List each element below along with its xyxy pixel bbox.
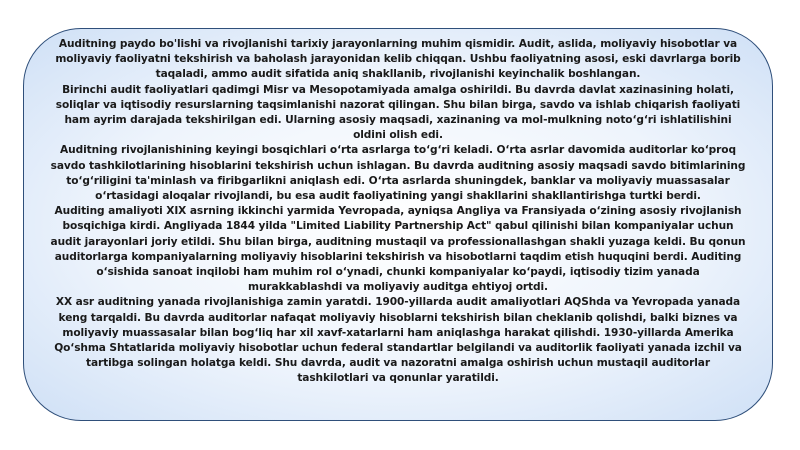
paragraph-middle-ages: Auditning rivojlanishining keyingi bosqichlari o‘rta asrlarga to‘g‘ri keladi. O‘rta asrlar davomida auditorlar ko‘proq savdo tashkilotlarining hisoblarini tekshirish uchun ishlagan. Bu davrda auditning asosiy maqsadi savdo bitimlarining to‘g‘riligini ta'minlash va firibgarlikni aniqlash edi. O‘rta asrlarda shuningdek, banklar va moliyaviy muassasalar o‘rtasidagi aloqalar rivojlandi, bu esa audit faoliyatining yangi shakllarini shakllantirishga turtki berdi. [50, 144, 746, 203]
paragraph-ancient: Birinchi audit faoliyatlari qadimgi Misr va Mesopotamiyada amalga oshirildi. Bu davrda davlat xazinasining holati, soliqlar va iqtisodiy resurslarning taqsimlanishi nazorat qilingan. Shu bilan birga, savdo va ishlab chiqarish faoliyati ham ayrim darajada tekshirilgan edi. Ularning asosiy maqsadi, xazinaning va mol-mulkning noto‘g‘ri ishlatilishini oldini olish edi. [55, 83, 741, 142]
text-card [23, 28, 773, 421]
paragraph-twentieth-century: XX asr auditning yanada rivojlanishiga zamin yaratdi. 1900-yillarda audit amaliyotlari AQShda va Yevropada yanada keng tarqaldi. Bu davrda auditorlar nafaqat moliyaviy hisoblarni tekshirish bilan cheklanib qolishdi, balki biznes va moliyaviy muassasalar bilan bog‘liq har xil xavf-xatarlarni ham aniqlashga harakat qilishdi. 1930-yillarda Amerika Qo‘shma Shtatlarida moliyaviy hisobotlar uchun federal standartlar belgilandi va auditorlik faoliyati yanada izchil va tartibga solingan holatga keldi. Shu davrda, audit va nazoratni amalga oshirish uchun mustaqil auditorlar tashkilotlari va qonunlar yaratildi. [54, 296, 742, 385]
paragraph-nineteenth-century: Auditing amaliyoti XIX asrning ikkinchi yarmida Yevropada, ayniqsa Angliya va Fransiyada o‘zining asosiy rivojlanish bosqichiga kirdi. Angliyada 1844 yilda "Limited Liability Partnership Act" qabul qilinishi bilan kompaniyalar uchun audit jarayonlari joriy etildi. Shu bilan birga, auditning mustaqil va professionallashgan shakli yuzaga keldi. Bu qonun auditorlarga kompaniyalarning moliyaviy hisoblarini tekshirish va hisobotlarni taqdim etish huquqini berdi. Auditing o‘sishida sanoat inqilobi ham muhim rol o‘ynadi, chunki kompaniyalar ko‘paydi, iqtisodiy tizim yanada murakkablashdi va moliyaviy auditga ehtiyoj ortdi. [50, 205, 746, 294]
paragraph-intro: Auditning paydo bo'lishi va rivojlanishi tarixiy jarayonlarning muhim qismidir. Audit, aslida, moliyaviy hisobotlar va moliyaviy faoliyatni tekshirish va baholash jarayonidan kelib chiqqan. Ushbu faoliyatning asosi, eski davrlarga borib taqaladi, ammo audit sifatida aniq shakllanib, rivojlanishi keyinchalik boshlangan. [55, 38, 741, 81]
